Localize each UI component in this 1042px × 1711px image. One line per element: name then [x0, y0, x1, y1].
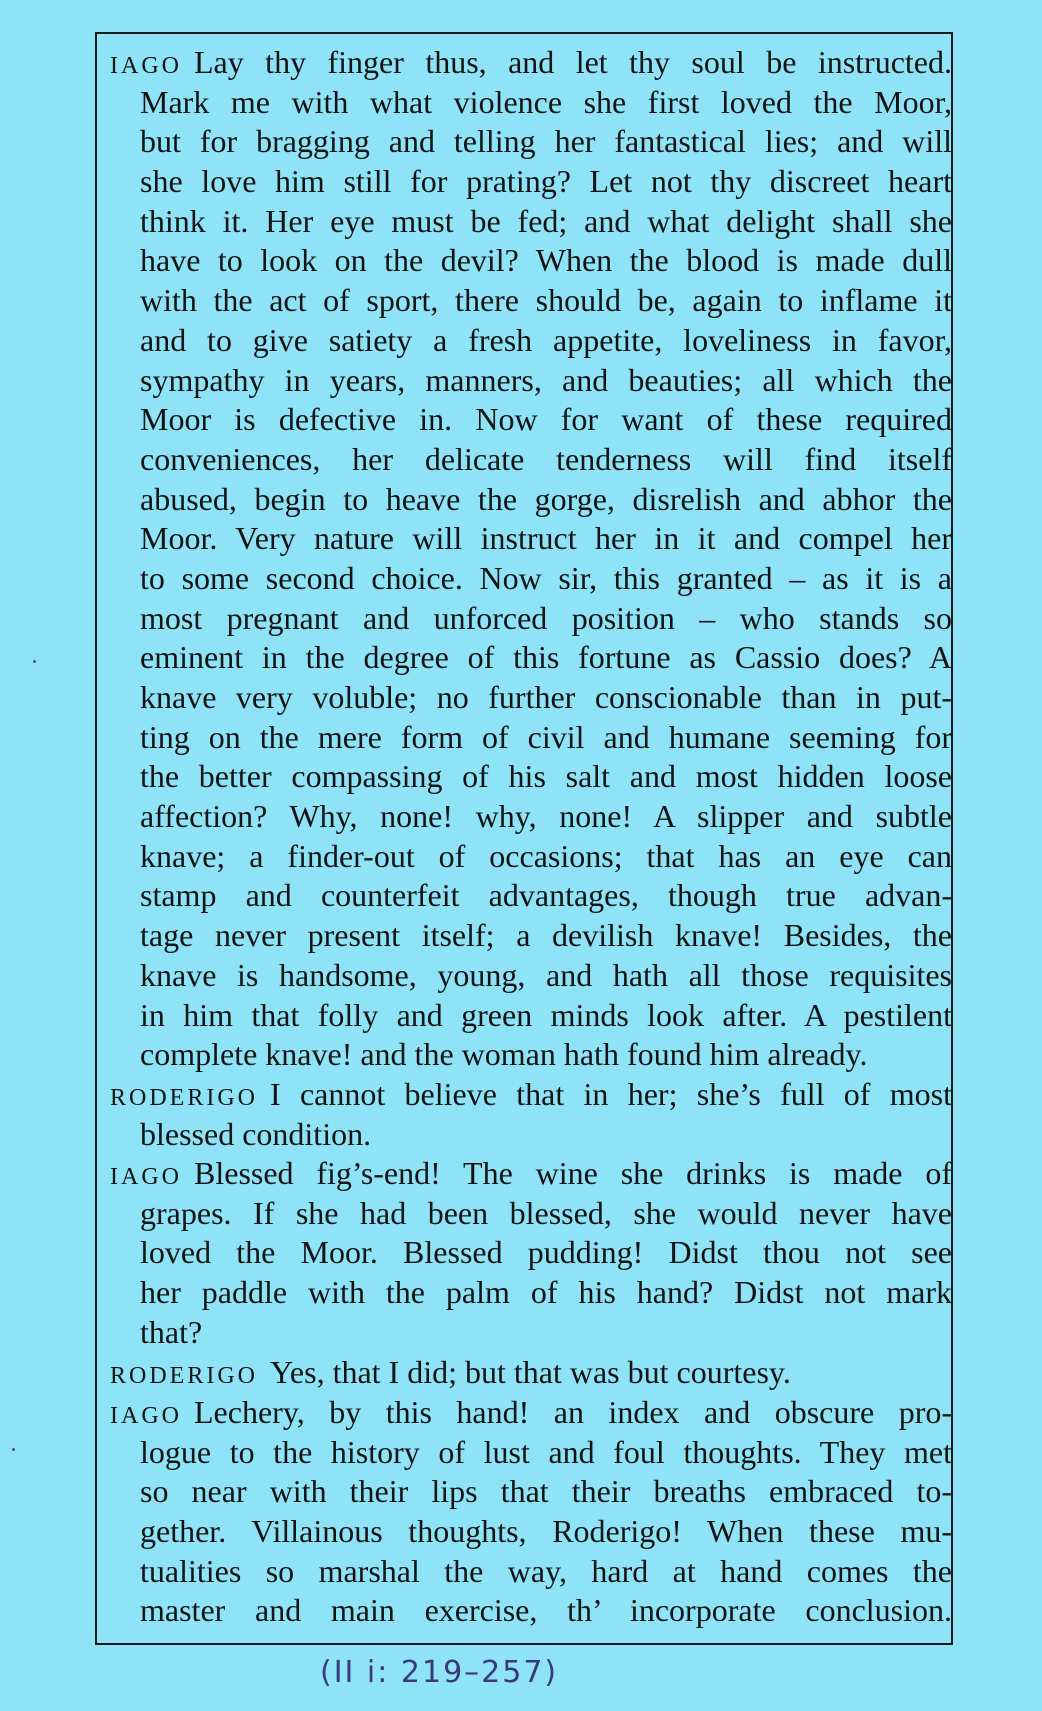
speech-line: she love him still for prating? Let not thy discreet heart [140, 163, 952, 200]
speech-line: gether. Villainous thoughts, Roderigo! When these mu- [140, 1513, 952, 1550]
speech-line: stamp and counterfeit advantages, though true advan- [140, 877, 952, 914]
line-text: Yes, that I did; but that was but courtesy. [270, 1354, 791, 1390]
scan-speck [12, 1448, 15, 1451]
speech-line: master and main exercise, th’ incorporate conclusion. [140, 1592, 952, 1629]
line-text: Lechery, by this hand! an index and obscure pro- [194, 1394, 952, 1430]
speech-line: tualities so marshal the way, hard at hand comes the [140, 1552, 952, 1589]
speaker-name: IAGO [110, 1403, 182, 1429]
speech-line: conveniences, her delicate tenderness will find itself [140, 440, 952, 477]
speech-line: so near with their lips that their breaths embraced to- [140, 1473, 952, 1510]
speech-line: knave; a finder-out of occasions; that has an eye can [140, 837, 952, 874]
speech-line: Moor. Very nature will instruct her in it and compel her [140, 520, 952, 557]
speech-roderigo-1 [110, 1075, 952, 1154]
speech-line: have to look on the devil? When the blood is made dull [140, 242, 952, 279]
speech-line: complete knave! and the woman hath found him already. [140, 1036, 868, 1073]
speech-iago-2 [110, 1154, 952, 1352]
speech-line: most pregnant and unforced position – who stands so [140, 599, 952, 636]
speech-line: Mark me with what violence she first loved the Moor, [140, 83, 952, 120]
speech-line: that? [140, 1313, 203, 1350]
speaker-name: IAGO [110, 1164, 182, 1190]
speech-line: the better compassing of his salt and most hidden loose [140, 758, 952, 795]
speech-line: Moor is defective in. Now for want of these required [140, 401, 952, 438]
speaker-name: RODERIGO [110, 1363, 258, 1389]
speech-line: her paddle with the palm of his hand? Didst not mark [140, 1274, 952, 1311]
speech-line: abused, begin to heave the gorge, disrelish and abhor the [140, 480, 952, 517]
line-text: Lay thy finger thus, and let thy soul be instructed. [194, 44, 952, 80]
speech-line: but for bragging and telling her fantastical lies; and will [140, 123, 952, 160]
speech-line: with the act of sport, there should be, again to inflame it [140, 282, 952, 319]
speech-iago-1 [110, 43, 952, 1075]
line-text: I cannot believe that in her; she’s full of most [270, 1076, 952, 1112]
speech-line: sympathy in years, manners, and beauties; all which the [140, 361, 952, 398]
speech-line [110, 43, 952, 83]
speech-line: think it. Her eye must be fed; and what delight shall she [140, 202, 952, 239]
speech-line: and to give satiety a fresh appetite, loveliness in favor, [140, 321, 952, 358]
speech-roderigo-2 [110, 1353, 952, 1393]
speaker-name: RODERIGO [110, 1085, 258, 1111]
speech-line [110, 1154, 952, 1194]
speech-line [110, 1393, 952, 1433]
speech-line: knave is handsome, young, and hath all those requisites [140, 956, 952, 993]
speech-line: in him that folly and green minds look after. A pestilent [140, 996, 952, 1033]
speech-line: ting on the mere form of civil and humane seeming for [140, 718, 952, 755]
speech-iago-3 [110, 1393, 952, 1631]
speech-line: affection? Why, none! why, none! A slipper and subtle [140, 798, 952, 835]
speech-line [110, 1353, 952, 1393]
speech-line: blessed condition. [140, 1115, 372, 1152]
scan-speck [33, 660, 36, 663]
speech-line: tage never present itself; a devilish knave! Besides, the [140, 917, 952, 954]
handwritten-citation: (II i: 219–257) [320, 1655, 559, 1690]
speech-line: loved the Moor. Blessed pudding! Didst thou not see [140, 1234, 952, 1271]
speech-line: to some second choice. Now sir, this granted – as it is a [140, 559, 952, 596]
speech-line: eminent in the degree of this fortune as Cassio does? A [140, 639, 952, 676]
speech-line [110, 1075, 952, 1115]
speaker-name: IAGO [110, 53, 182, 79]
speech-line: logue to the history of lust and foul thoughts. They met [140, 1433, 952, 1470]
line-text: Blessed fig’s-end! The wine she drinks is made of [194, 1155, 952, 1191]
speech-line: grapes. If she had been blessed, she would never have [140, 1194, 952, 1231]
speech-line: knave very voluble; no further conscionable than in put- [140, 679, 952, 715]
